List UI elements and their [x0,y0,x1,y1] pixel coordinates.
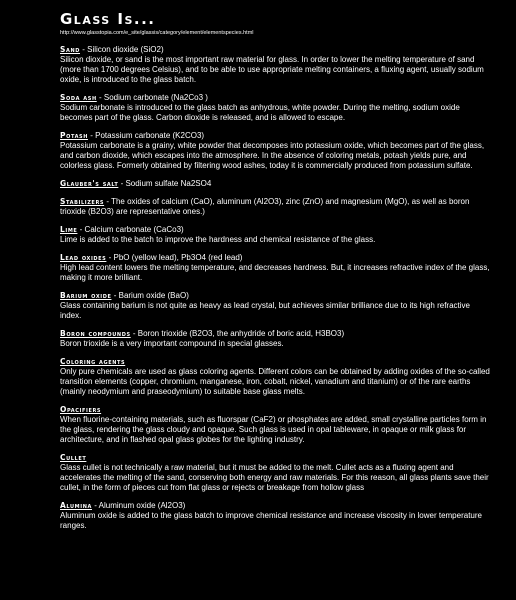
entry-separator: - [118,179,126,188]
entry-separator: - [88,131,96,140]
entry-subtitle: Sodium sulfate Na2SO4 [125,179,212,188]
entry-boron-compounds [60,329,490,349]
entry-heading [60,329,490,339]
source-url: http://www.glasstopia.com/e_site/glassis/category/element/elementspecies.html [60,30,254,36]
entry-coloring-agents [60,357,490,397]
entry-term: Opacifiers [60,405,102,414]
entry-body: Glass cullet is not technically a raw material, but it must be added to the melt. Cullet acts as a fluxing agent and accelerates the melting of the sand, conserving both energy and raw materials. For this reason, all glass plants save their cullet, in the form of pieces cut from flat glass or rejects or breakage from hollow glass [60,463,489,492]
entry-separator: - [106,253,114,262]
entry-subtitle: Potassium carbonate (K2CO3) [95,131,205,140]
entry-subtitle: Boron trioxide (B2O3, the anhydride of boric acid, H3BO3) [137,329,345,338]
entry-potash [60,131,490,171]
entry-sand [60,45,490,85]
entry-term: Potash [60,131,89,140]
entry-opacifiers [60,405,490,445]
entry-separator: - [130,329,138,338]
entry-heading [60,179,490,189]
entry-subtitle: Sodium carbonate (Na2Co3 ) [103,93,208,102]
entry-body: Glass containing barium is not quite as heavy as lead crystal, but achieves similar brilliance due to its high refractive index. [60,301,470,320]
entry-separator: - [104,197,112,206]
entry-term: Lime [60,225,78,234]
entry-term: Cullet [60,453,87,462]
entry-glauber-s-salt [60,179,490,189]
entry-term: Boron compounds [60,329,131,338]
entry-subtitle: PbO (yellow lead), Pb3O4 (red lead) [113,253,243,262]
entry-alumina [60,501,490,531]
entry-separator: - [96,93,104,102]
entry-heading [60,291,490,301]
entry-heading [60,501,490,511]
entry-subtitle: Barium oxide (BaO) [118,291,189,300]
entry-term: Glauber's salt [60,179,119,188]
entry-lime [60,225,490,245]
entry-separator: - [111,291,119,300]
page-title: Glass Is... [60,10,156,28]
entry-subtitle: The oxides of calcium (CaO), aluminum (Al2O3), zinc (ZnO) and magnesium (MgO), as well as boron trioxide (B2O3) are representative ones.) [60,197,470,216]
entry-body: High lead content lowers the melting temperature, and decreases hardness. But, it increases refractive index of the glass, making it more brilliant. [60,263,490,282]
entry-heading [60,405,490,415]
entry-heading [60,93,490,103]
entry-heading [60,253,490,263]
entry-term: Alumina [60,501,92,510]
entry-stabilizers [60,197,490,217]
entry-separator: - [91,501,99,510]
entry-separator: - [77,225,85,234]
entry-subtitle: Aluminum oxide (Al2O3) [98,501,186,510]
entry-heading [60,45,490,55]
entry-term: Lead oxides [60,253,107,262]
entry-separator: - [80,45,88,54]
entry-body: Only pure chemicals are used as glass coloring agents. Different colors can be obtained by adding oxides of the so-called transition elements (copper, chromium, manganese, iron, cobalt, nickel, vanadium and titanium) or of the rare earths (mainly neodymium and praseodymium) to suitable base glass melts. [60,367,490,396]
entry-heading [60,131,490,141]
entry-term: Soda ash [60,93,97,102]
entry-body: Aluminum oxide is added to the glass batch to improve chemical resistance and increase viscosity in lower temperature ranges. [60,511,482,530]
entry-term: Barium oxide [60,291,112,300]
entry-term: Sand [60,45,81,54]
entry-cullet [60,453,490,493]
entry-body: Potassium carbonate is a grainy, white powder that decomposes into potassium oxide, which becomes part of the glass, and carbon dioxide, which escapes into the atmosphere. In the absence of coloring metals, potash yields pure, and colorless glass. Formerly obtained by filtering wood ashes, today it is commercially produced from potassium sulfate. [60,141,485,170]
entry-body: Silicon dioxide, or sand is the most important raw material for glass. In order to lower the melting temperature of sand (more than 1700 degrees Celsius), and to be able to use appropriate melting containers, a fluxing agent, usually sodium oxide, is introduced to the glass batch. [60,55,484,84]
entry-term: Coloring agents [60,357,126,366]
entry-body: When fluorine-containing materials, such as fluorspar (CaF2) or phosphates are added, small crystalline particles form in the glass, rendering the glass cloudy and opaque. Such glass is used in opal tableware, in opaque or milk glass for architecture, and in flashed opal glass globes for the lighting industry. [60,415,487,444]
entries-list [60,45,490,531]
entry-subtitle: Calcium carbonate (CaCo3) [84,225,184,234]
entry-body: Boron trioxide is a very important compound in special glasses. [60,339,284,348]
entry-soda-ash [60,93,490,123]
entry-heading [60,453,490,463]
entry-heading [60,197,490,217]
entry-body: Lime is added to the batch to improve the hardness and chemical resistance of the glass. [60,235,376,244]
entry-term: Stabilizers [60,197,105,206]
entry-lead-oxides [60,253,490,283]
entry-heading [60,357,490,367]
entry-heading [60,225,490,235]
entry-body: Sodium carbonate is introduced to the glass batch as anhydrous, white powder. During the melting, sodium oxide becomes part of the glass. Carbon dioxide is released, and is allowed to escape. [60,103,460,122]
entry-barium-oxide [60,291,490,321]
entry-subtitle: Silicon dioxide (SiO2) [87,45,164,54]
